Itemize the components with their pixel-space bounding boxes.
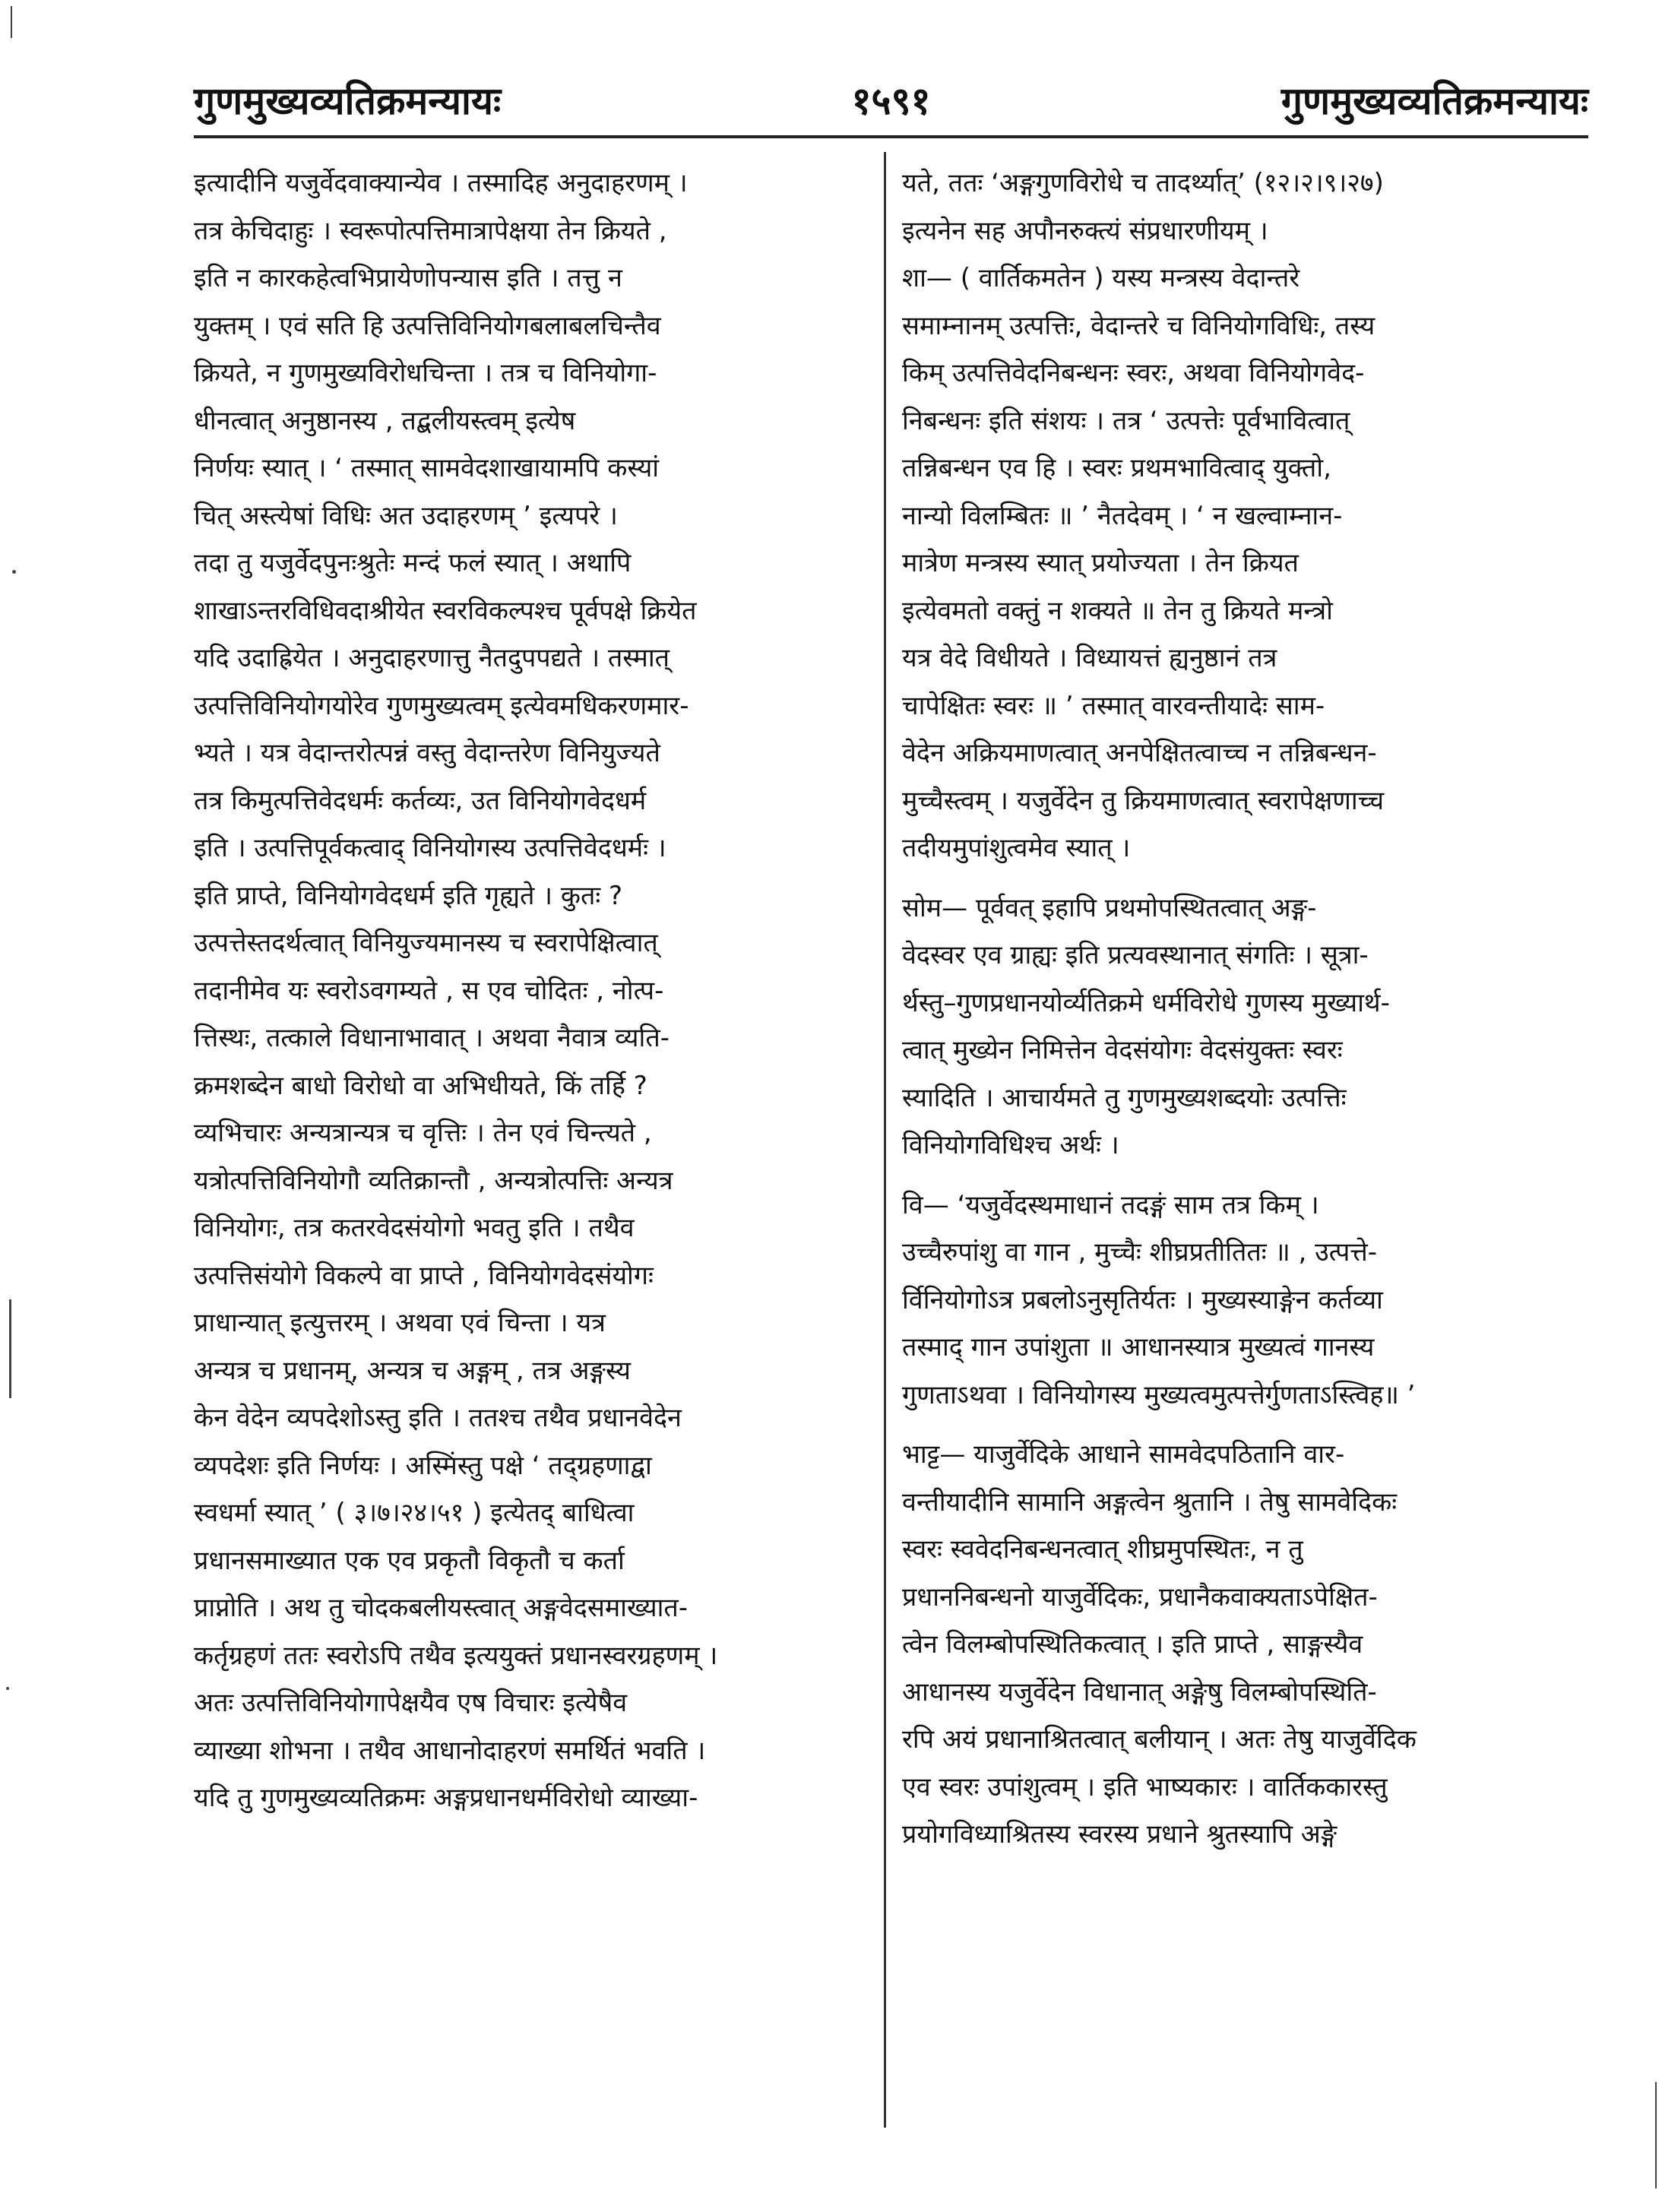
text-line: उत्पत्तिविनियोगयोरेव गुणमुख्यत्वम् इत्येवमधिकरणमार- (194, 690, 689, 721)
text-line: क्रमशब्देन बाधो विरोधो वा अभिधीयते, किं तर्हि ? (194, 1070, 647, 1101)
running-title-left: गुणमुख्यव्यतिक्रमन्यायः (194, 79, 502, 123)
scan-margin-mark (1655, 2082, 1657, 2188)
left-column (194, 160, 878, 2135)
text-line: मात्रेण मन्त्रस्य स्यात् प्रयोज्यता । तेन क्रियत (902, 548, 1299, 578)
text-line: यदि उदाह्रियेत । अनुदाहरणात्तु नैतदुपपद्यते । तस्मात् (194, 643, 670, 673)
text-line: चापेक्षितः स्वरः ॥ ’ तस्मात् वारवन्तीयादेः साम- (902, 690, 1325, 721)
text-line: तदा तु यजुर्वेदपुनःश्रुतेः मन्दं फलं स्यात् । अथापि (194, 548, 632, 578)
text-line: वन्तीयादीनि सामानि अङ्गत्वेन श्रुतानि । तेषु सामवेदिकः (902, 1486, 1398, 1517)
text-line: इति न कारकहेत्वभिप्रायेणोपन्यास इति । तत्तु न (194, 263, 622, 293)
text-line: शाखाऽन्तरविधिवदाश्रीयेत स्वरविकल्पश्च पूर्वपक्षे क्रियेत (194, 595, 697, 626)
text-line: स्वधर्मा स्यात् ’ ( ३।७।२४।५१ ) इत्येतद् बाधित्वा (194, 1498, 635, 1528)
text-line: तदानीमेव यः स्वरोऽवगम्यते , स एव चोदितः , नोत्प- (194, 975, 664, 1006)
text-line: इति । उत्पत्तिपूर्वकत्वाद् विनियोगस्य उत्पत्तिवेदधर्मः । (194, 833, 666, 863)
text-line: प्राधान्यात् इत्युत्तरम् । अथवा एवं चिन्ता । यत्र (194, 1308, 606, 1338)
text-line: भ्यते । यत्र वेदान्तरोत्पन्नं वस्तु वेदान्तरेण विनियुज्यते (194, 738, 660, 768)
text-line: इति प्राप्ते, विनियोगवेदधर्म इति गृह्यते । कुतः ? (194, 880, 623, 911)
text-line: निर्णयः स्यात् । ‘ तस्मात् सामवेदशाखायामपि कस्यां (194, 453, 660, 483)
text-line: मुच्चैस्त्वम् । यजुर्वेदेन तु क्रियमाणत्वात् स्वरापेक्षणाच्च (902, 785, 1385, 816)
header-rule (194, 135, 1588, 138)
text-line: प्रधानसमाख्यात एक एव प्रकृतौ विकृतौ च कर्ता (194, 1545, 625, 1576)
text-line: त्वेन विलम्बोपस्थितिकत्वात् । इति प्राप्ते , साङ्गस्यैव (902, 1629, 1363, 1660)
text-line: र्विनियोगोऽत्र प्रबलोऽनुसृतिर्यतः । मुख्यस्याङ्गेन कर्तव्या (902, 1284, 1383, 1315)
text-line: वेदेन अक्रियमाणत्वात् अनपेक्षितत्वाच्च न तन्निबन्धन- (902, 738, 1377, 768)
text-line: चित् अस्त्येषां विधिः अत उदाहरणम् ’ इत्यपरे । (194, 500, 618, 531)
text-line: प्राप्नोति । अथ तु चोदकबलीयस्त्वात् अङ्गवेदसमाख्यात- (194, 1593, 689, 1623)
text-line: किम् उत्पत्तिवेदनिबन्धनः स्वरः, अथवा विनियोगवेद- (902, 358, 1365, 388)
text-line: इत्येवमतो वक्तुं न शक्यते ॥ तेन तु क्रियते मन्त्रो (902, 595, 1333, 626)
text-line: यदि तु गुणमुख्यव्यतिक्रमः अङ्गप्रधानधर्मविरोधो व्याख्या- (194, 1783, 698, 1813)
text-line: शा— ( वार्तिकमतेन ) यस्य मन्त्रस्य वेदान्तरे (902, 263, 1300, 293)
column-divider (884, 152, 886, 2128)
text-line: इत्यादीनि यजुर्वेदवाक्यान्येव । तस्मादिह अनुदाहरणम् । (194, 168, 688, 198)
text-line: केन वेदेन व्यपदेशोऽस्तु इति । ततश्च तथैव प्रधानवेदेन (194, 1403, 682, 1433)
text-line: उच्चैरुपांशु वा गान , मुच्चैः शीघ्रप्रतीतितः ॥ , उत्पत्ते- (902, 1237, 1378, 1267)
text-line: समाम्नानम् उत्पत्तिः, वेदान्तरे च विनियोगविधिः, तस्य (902, 310, 1376, 341)
right-column (902, 160, 1586, 2135)
scan-margin-mark (6, 1687, 9, 1690)
text-line: प्रयोगविध्याश्रितस्य स्वरस्य प्रधाने श्रुतस्यापि अङ्गे (902, 1819, 1338, 1850)
scan-margin-mark (12, 570, 16, 574)
text-line: क्रियते, न गुणमुख्यविरोधचिन्ता । तत्र च विनियोगा- (194, 358, 657, 388)
text-line: त्तिस्थः, तत्काले विधानाभावात् । अथवा नैवात्र व्यति- (194, 1023, 670, 1053)
text-line: भाट्ट— याजुर्वेदिके आधाने सामवेदपठितानि वार- (902, 1439, 1345, 1470)
text-line: उत्पत्तिसंयोगे विकल्पे वा प्राप्ते , विनियोगवेदसंयोगः (194, 1260, 654, 1291)
text-line: व्याख्या शोभना । तथैव आधानोदाहरणं समर्थितं भवति । (194, 1735, 706, 1766)
text-line: तत्र केचिदाहुः । स्वरूपोत्पत्तिमात्रापेक्षया तेन क्रियते , (194, 215, 667, 246)
text-line: तदीयमुपांशुत्वमेव स्यात् । (902, 833, 1131, 863)
text-line: कर्तृग्रहणं ततः स्वरोऽपि तथैव इत्ययुक्तं प्रधानस्वरग्रहणम् । (194, 1640, 718, 1671)
text-line: अन्यत्र च प्रधानम्, अन्यत्र च अङ्गम् , तत्र अङ्गस्य (194, 1355, 631, 1386)
text-line: र्थस्तु–गुणप्रधानयोर्व्यतिक्रमे धर्मविरोधे गुणस्य मुख्यार्थ- (902, 987, 1390, 1018)
text-line: तस्माद् गान उपांशुता ॥ आधानस्यात्र मुख्यत्वं गानस्य (902, 1332, 1375, 1362)
text-line: प्रधाननिबन्धनो याजुर्वेदिकः, प्रधानैकवाक्यताऽपेक्षित- (902, 1581, 1378, 1612)
text-line: त्वात् मुख्येन निमित्तेन वेदसंयोगः वेदसंयुक्तः स्वरः (902, 1035, 1343, 1065)
scan-margin-mark (9, 1299, 11, 1398)
text-line: वेदस्वर एव ग्राह्यः इति प्रत्यवस्थानात् संगतिः । सूत्रा- (902, 940, 1369, 970)
running-title-right: गुणमुख्यव्यतिक्रमन्यायः (1281, 79, 1588, 123)
text-line: निबन्धनः इति संशयः । तत्र ‘ उत्पत्तेः पूर्वभावित्वात् (902, 405, 1350, 436)
text-line: व्यपदेशः इति निर्णयः । अस्मिंस्तु पक्षे ‘ तद्ग्रहणाद्वा (194, 1450, 652, 1481)
text-line: एव स्वरः उपांशुत्वम् । इति भाष्यकारः । वार्तिककारस्तु (902, 1771, 1388, 1802)
text-line: तत्र किमुत्पत्तिवेदधर्मः कर्तव्यः, उत विनियोगवेदधर्म (194, 785, 647, 816)
text-line: स्यादिति । आचार्यमते तु गुणमुख्यशब्दयोः उत्पत्तिः (902, 1082, 1347, 1113)
text-line: तन्निबन्धन एव हि । स्वरः प्रथमभावित्वाद् युक्तो, (902, 453, 1331, 483)
text-line: विनियोगः, तत्र कतरवेदसंयोगो भवतु इति । तथैव (194, 1213, 635, 1243)
text-line: यत्र वेदे विधीयते । विध्यायत्तं ह्यनुष्ठानं तत्र (902, 643, 1277, 673)
text-line: गुणताऽथवा । विनियोगस्य मुख्यत्वमुत्पत्तेर्गुणताऽस्त्विह॥ ’ (902, 1379, 1416, 1410)
text-line: वि— ‘यजुर्वेदस्थमाधानं तदङ्गं साम तत्र किम् । (902, 1189, 1319, 1220)
text-line: सोम— पूर्ववत् इहापि प्रथमोपस्थितत्वात् अङ्ग- (902, 892, 1317, 923)
text-line: व्यभिचारः अन्यत्रान्यत्र च वृत्तिः । तेन एवं चिन्त्यते , (194, 1118, 652, 1148)
text-line: विनियोगविधिश्च अर्थः । (902, 1130, 1119, 1160)
page-number: १५९१ (851, 79, 931, 123)
text-line: अतः उत्पत्तिविनियोगापेक्षयैव एष विचारः इत्येषैव (194, 1688, 628, 1718)
text-line: नान्यो विलम्बितः ॥ ’ नैतदेवम् । ‘ न खल्वाम्नान- (902, 500, 1343, 531)
text-line: धीनत्वात् अनुष्ठानस्य , तद्बलीयस्त्वम् इत्येष (194, 405, 576, 436)
scan-margin-mark (11, 6, 12, 38)
text-line: स्वरः स्ववेदनिबन्धनत्वात् शीघ्रमुपस्थितः, न तु (902, 1534, 1303, 1565)
text-line: रपि अयं प्रधानाश्रितत्वात् बलीयान् । अतः तेषु याजुर्वेदिक (902, 1724, 1417, 1755)
text-line: आधानस्य यजुर्वेदेन विधानात् अङ्गेषु विलम्बोपस्थिति- (902, 1676, 1377, 1707)
text-line: इत्यनेन सह अपौनरुक्त्यं संप्रधारणीयम् । (902, 215, 1268, 246)
page-header (194, 65, 1588, 133)
text-line: युक्तम् । एवं सति हि उत्पत्तिविनियोगबलाबलचिन्तैव (194, 310, 661, 341)
text-line: यत्रोत्पत्तिविनियोगौ व्यतिक्रान्तौ , अन्यत्रोत्पत्तिः अन्यत्र (194, 1165, 673, 1196)
text-line: उत्पत्तेस्तदर्थत्वात् विनियुज्यमानस्य च स्वरापेक्षित्वात् (194, 928, 658, 958)
text-line: यते, ततः ‘अङ्गगुणविरोधे च तादर्थ्यात्’ (१२।२।९।२७) (902, 168, 1384, 198)
